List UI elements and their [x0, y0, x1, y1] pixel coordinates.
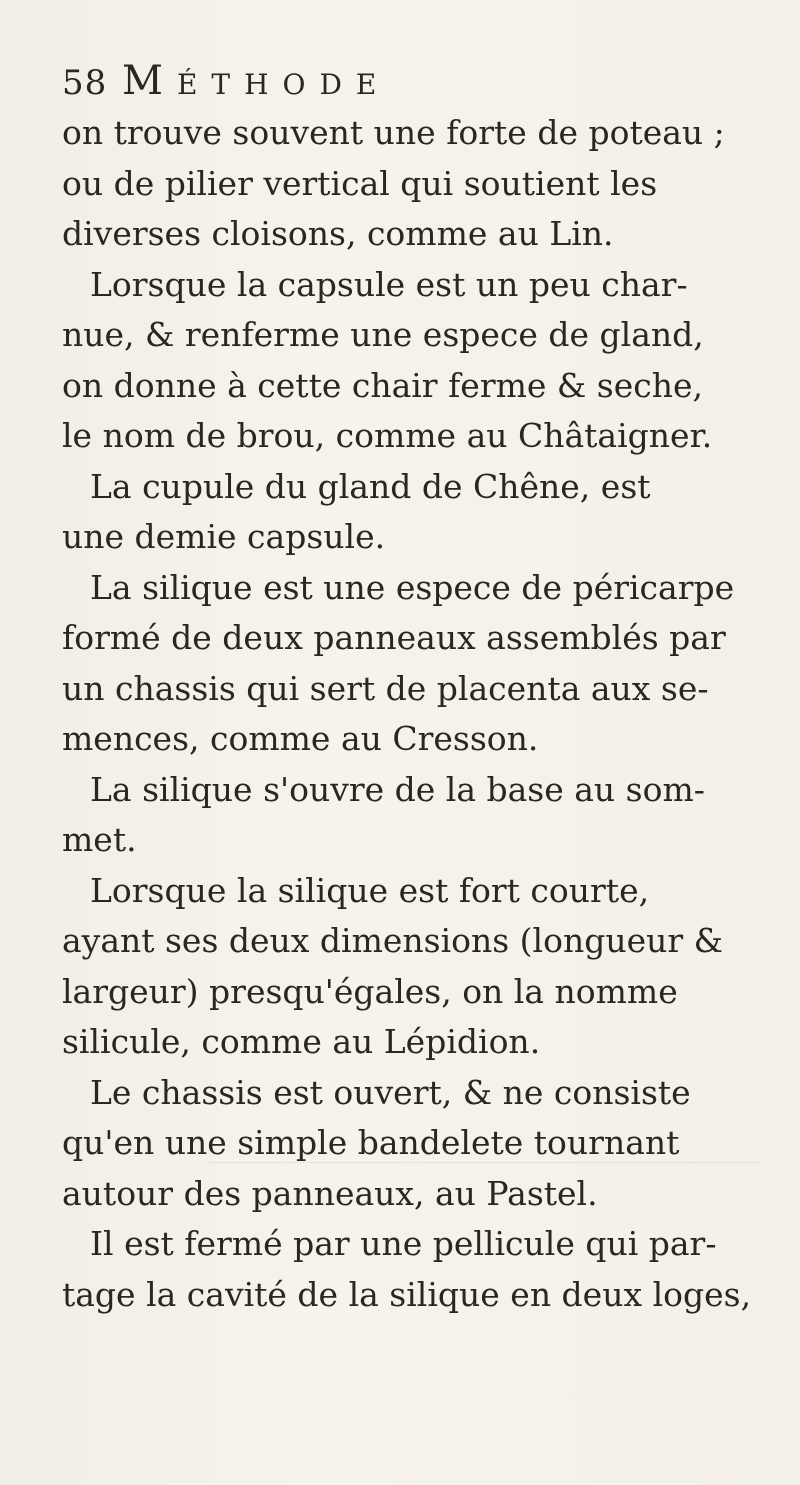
text-line: diverses cloisons, comme au Lin.: [62, 214, 614, 253]
text-line: largeur) presqu'égales, on la nomme: [62, 971, 678, 1011]
body-text: [62, 108, 782, 1320]
text-line: Il est fermé par une pellicule qui par-: [90, 1224, 717, 1263]
page-header: [62, 58, 760, 108]
text-line: on trouve souvent une forte de poteau ;: [62, 113, 725, 152]
text-line: met.: [62, 820, 137, 859]
text-line: le nom de brou, comme au Châtaigner.: [62, 416, 713, 455]
text-line: Le chassis est ouvert, & ne consiste: [90, 1072, 691, 1112]
text-line: La cupule du gland de Chêne, est: [90, 466, 651, 506]
text-line: on donne à cette chair ferme & seche,: [62, 365, 703, 405]
text-line: Lorsque la capsule est un peu char-: [90, 264, 688, 304]
text-line: ou de pilier vertical qui soutient les: [62, 163, 658, 203]
page-number: 58: [62, 63, 108, 103]
text-line: autour des panneaux, au Pastel.: [62, 1173, 598, 1213]
text-line: La silique est une espece de péricarpe: [90, 567, 735, 607]
text-line: formé de deux panneaux assemblés par: [62, 618, 726, 657]
text-line: un chassis qui sert de placenta aux se-: [62, 668, 709, 708]
text-line: tage la cavité de la silique en deux loges,: [62, 1274, 752, 1314]
running-head: Méthode: [122, 58, 391, 104]
text-line: Lorsque la silique est fort courte,: [90, 870, 650, 910]
text-line: mences, comme au Cresson.: [62, 719, 539, 758]
text-line: ayant ses deux dimensions (longueur &: [62, 921, 724, 960]
text-line: une demie capsule.: [62, 517, 386, 556]
text-line: nue, & renferme une espece de gland,: [62, 315, 704, 354]
text-line: qu'en une simple bandelete tournant: [62, 1123, 680, 1162]
text-line: silicule, comme au Lépidion.: [62, 1022, 541, 1061]
text-line: La silique s'ouvre de la base au som-: [90, 769, 705, 809]
show-through-artifact: [210, 1146, 760, 1163]
